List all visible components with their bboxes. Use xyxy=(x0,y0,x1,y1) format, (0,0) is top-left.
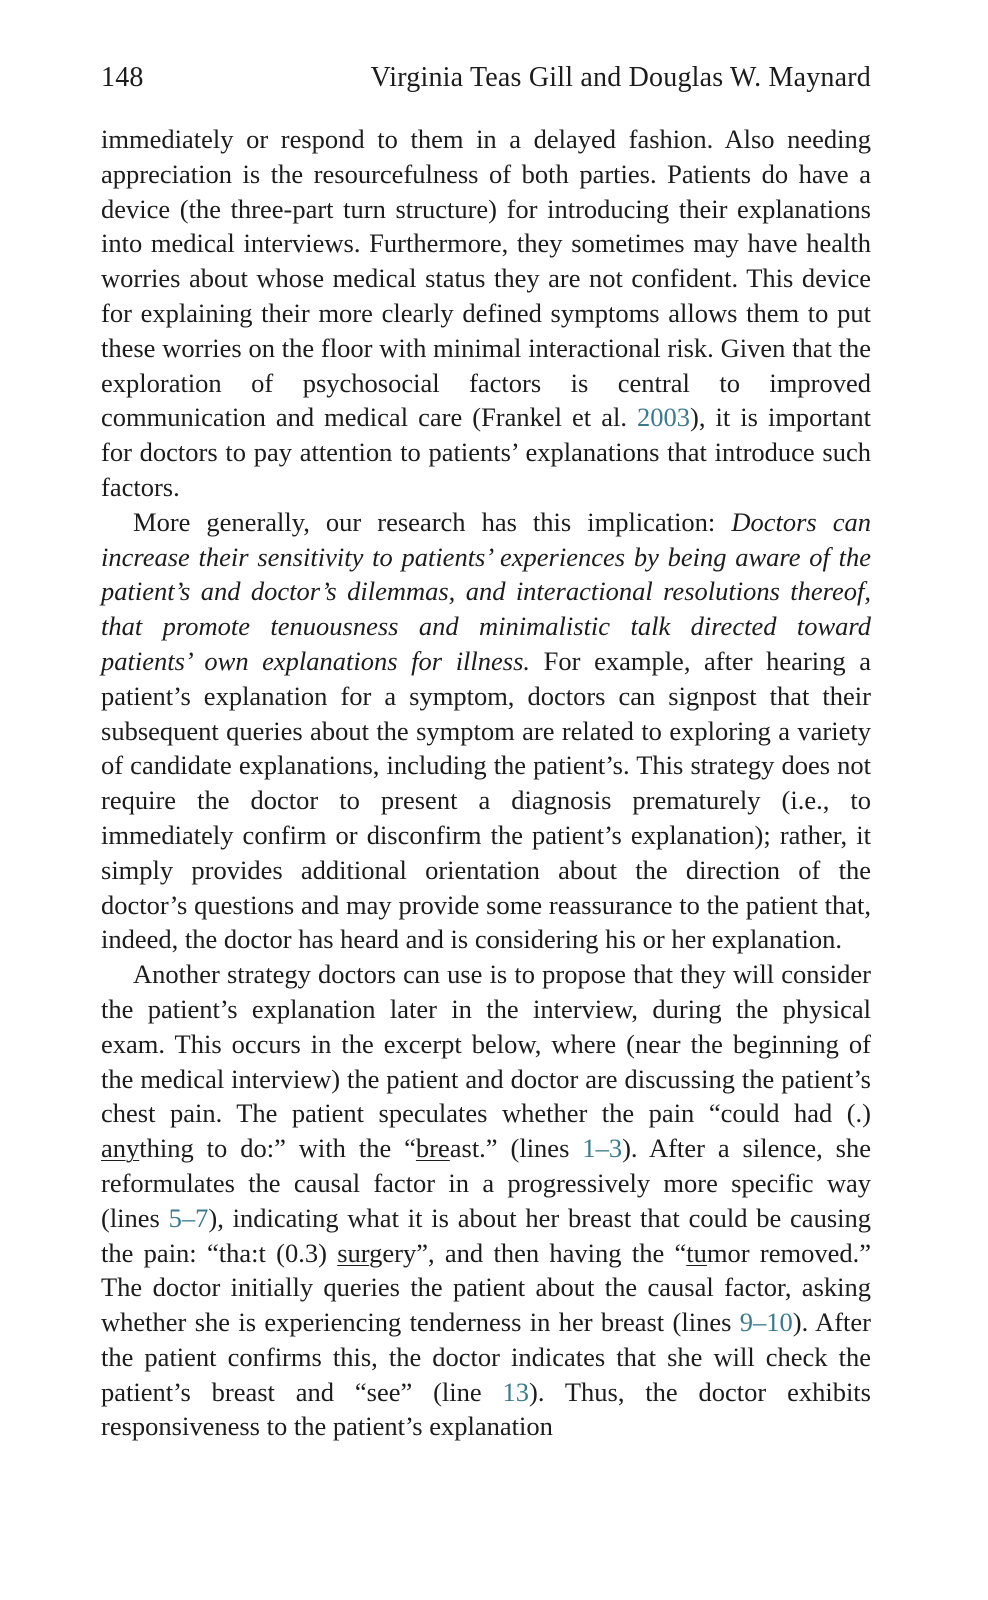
running-header xyxy=(101,62,871,94)
running-title: Virginia Teas Gill and Douglas W. Maynard xyxy=(370,62,871,93)
text-run: ), it is important for doctors to pay attention to patients’ explanations that introduce such factors. xyxy=(101,402,871,502)
text-run: ast.” (lines xyxy=(449,1133,583,1164)
underlined-emphasis: tu xyxy=(686,1237,707,1268)
text-run: ). After the patient confirms this, the doctor indicates that she will check the patient’s breast and “see” (line xyxy=(101,1307,871,1407)
underlined-emphasis: bre xyxy=(415,1133,450,1164)
italic-implication: Doctors can increase their sensitivity to patients’ experiences by being aware of the patient’s and doctor’s dilemmas, and interactional resolutions thereof, that promote tenuousness and minimalistic talk directed toward patients’ own explanations for illness. xyxy=(101,506,871,676)
text-run: gery”, and then having the “ xyxy=(369,1237,687,1268)
line-ref-link-1-3[interactable]: 1–3 xyxy=(582,1133,623,1164)
text-run: For example, after hearing a patient’s explanation for a symptom, doctors can signpost that their subsequent queries about the symptom are related to exploring a variety of candidate explanations, including the patient’s. This strategy does not require the doctor to present a diagnosis prematurely (i.e., to immediately confirm or disconfirm the patient’s explanation); rather, it simply provides additional orientation about the direction of the doctor’s questions and may provide some reassurance to the patient that, indeed, the doctor has heard and is considering his or her explanation. xyxy=(101,645,871,955)
text-run: More generally, our research has this implication: xyxy=(133,506,732,537)
citation-link-2003[interactable]: 2003 xyxy=(637,402,690,433)
text-run: ), indicating what it is about her breast that could be causing the pain: “tha:t (0.3) xyxy=(101,1202,871,1268)
text-run: immediately or respond to them in a delayed fashion. Also needing appreciation is the resourcefulness of both parties. Patients do have a device (the three-part turn structure) for introducing their explanations into medical interviews. Furthermore, they sometimes may have health worries about whose medical status they are not confident. This device for explaining their more clearly defined symptoms allows them to put these worries on the floor with minimal interactional risk. Given that the exploration of psychosocial factors is central to improved communication and medical care (Frankel et al. xyxy=(101,124,871,433)
underlined-emphasis: sur xyxy=(337,1237,370,1268)
text-run: mor removed.” The doctor initially queries the patient about the causal factor, asking whether she is experiencing tenderness in her breast (lines xyxy=(101,1237,871,1338)
line-ref-link-13[interactable]: 13 xyxy=(502,1376,529,1407)
paragraph-2 xyxy=(101,505,871,957)
paragraph-1 xyxy=(101,122,871,505)
text-run: Another strategy doctors can use is to propose that they will consider the patient’s explanation later in the interview, during the physical exam. This occurs in the excerpt below, where (near the beginning of the medical interview) the patient and doctor are discussing the patient’s chest pain. The patient speculates whether the pain “could had (.) xyxy=(101,959,871,1129)
body-text xyxy=(101,122,871,1444)
text-run: ). Thus, the doctor exhibits responsiveness to the patient’s explanation xyxy=(101,1376,871,1442)
line-ref-link-9-10[interactable]: 9–10 xyxy=(739,1307,793,1338)
underlined-emphasis: any xyxy=(101,1133,140,1164)
page-number: 148 xyxy=(101,62,144,93)
text-run: thing to do:” with the “ xyxy=(139,1133,416,1164)
text-run: ). After a silence, she reformulates the causal factor in a progressively more specific way (lines xyxy=(101,1133,872,1233)
paragraph-3 xyxy=(101,957,871,1444)
line-ref-link-5-7[interactable]: 5–7 xyxy=(168,1202,209,1233)
